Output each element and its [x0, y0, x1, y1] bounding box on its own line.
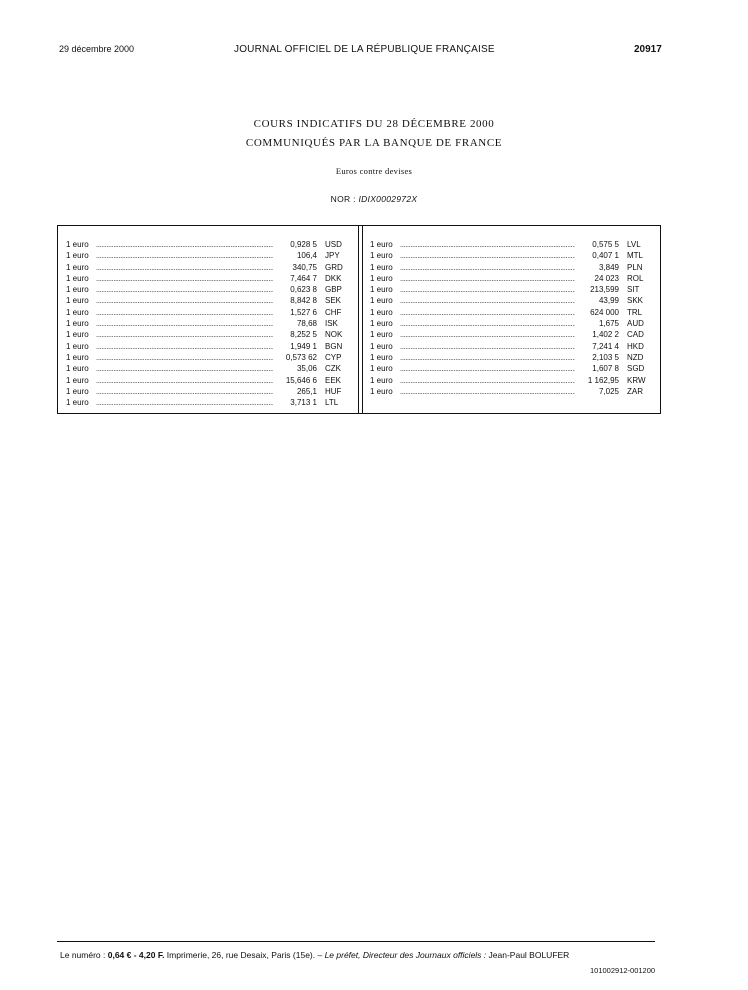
header-date: 29 décembre 2000: [59, 44, 135, 54]
footer-director-title: Le préfet, Directeur des Journaux officiels :: [324, 950, 487, 960]
leader-dots: [400, 262, 575, 273]
rate-label: 1 euro: [66, 352, 89, 362]
leader-dots: [400, 375, 575, 386]
footer-prefix: Le numéro :: [60, 950, 108, 960]
rate-value: 1,675: [598, 319, 619, 329]
rate-row: [370, 239, 655, 250]
rate-value: 624 000: [590, 307, 619, 317]
leader-dots: [96, 397, 273, 408]
rate-value: 43,99: [598, 296, 619, 306]
currency-code: CYP: [325, 352, 342, 362]
rate-row: [66, 273, 353, 284]
currency-code: CZK: [325, 364, 341, 374]
rate-label: 1 euro: [370, 319, 393, 329]
rate-value: 8,252 5: [290, 330, 317, 340]
rate-value: 8,842 8: [290, 296, 317, 306]
rate-value: 265,1: [296, 386, 317, 396]
rate-label: 1 euro: [66, 398, 89, 408]
rate-value: 3,849: [598, 262, 619, 272]
rate-label: 1 euro: [370, 375, 393, 385]
rate-label: 1 euro: [370, 251, 393, 261]
rate-value: 1 162,95: [587, 375, 619, 385]
document-subtitle: Euros contre devises: [335, 166, 413, 176]
rate-value: 7,241 4: [592, 341, 619, 351]
header-page-number: 20917: [634, 44, 662, 55]
rate-label: 1 euro: [370, 262, 393, 272]
rate-label: 1 euro: [370, 273, 393, 283]
rate-label: 1 euro: [66, 273, 89, 283]
rate-label: 1 euro: [370, 296, 393, 306]
rate-label: 1 euro: [66, 262, 89, 272]
rate-value: 340,75: [292, 262, 317, 272]
rate-row: [66, 375, 353, 386]
rate-row: [370, 329, 655, 340]
rate-label: 1 euro: [66, 240, 89, 249]
rate-row: [66, 262, 353, 273]
currency-code: GRD: [325, 262, 343, 272]
rate-value: 0,407 1: [592, 251, 619, 261]
rate-value: 0,623 8: [290, 285, 317, 295]
rate-label: 1 euro: [370, 285, 393, 295]
rate-row: [370, 262, 655, 273]
currency-code: DKK: [325, 273, 342, 283]
currency-code: EEK: [325, 375, 342, 385]
currency-code: AUD: [627, 319, 644, 329]
rate-value: 213,599: [590, 285, 619, 295]
rate-value: 15,646 6: [285, 375, 317, 385]
rate-value: 1,607 8: [592, 364, 619, 374]
rate-row: [66, 363, 353, 374]
rates-column-left: [66, 239, 353, 408]
rate-label: 1 euro: [370, 386, 393, 396]
leader-dots: [96, 262, 273, 273]
currency-code: MTL: [627, 251, 643, 261]
rate-label: 1 euro: [370, 341, 393, 351]
currency-code: USD: [325, 240, 342, 249]
rate-label: 1 euro: [66, 296, 89, 306]
footer-imprint: [60, 950, 569, 960]
rate-row: [66, 250, 353, 261]
rate-row: [370, 307, 655, 318]
rate-value: 1,527 6: [290, 307, 317, 317]
header-journal-title: JOURNAL OFFICIEL DE LA RÉPUBLIQUE FRANÇAISE: [234, 44, 495, 55]
leader-dots: [400, 273, 575, 284]
currency-code: TRL: [627, 307, 643, 317]
leader-dots: [400, 239, 575, 250]
currency-code: NZD: [627, 352, 644, 362]
column-divider: [358, 226, 359, 413]
document-title-line-1: COURS INDICATIFS DU 28 DÉCEMBRE 2000: [253, 118, 495, 130]
rate-label: 1 euro: [370, 364, 393, 374]
currency-code: CHF: [325, 307, 342, 317]
leader-dots: [400, 352, 575, 363]
footer-price: 0,64 € - 4,20 F.: [107, 950, 165, 960]
currency-code: SEK: [325, 296, 342, 306]
currency-code: SGD: [627, 364, 645, 374]
currency-code: LTL: [325, 398, 339, 408]
rate-value: 1,402 2: [592, 330, 619, 340]
rate-value: 0,928 5: [290, 240, 317, 249]
currency-code: HKD: [627, 341, 644, 351]
currency-code: SKK: [627, 296, 644, 306]
rate-label: 1 euro: [370, 240, 393, 249]
rate-label: 1 euro: [66, 319, 89, 329]
rate-value: 3,713 1: [290, 398, 317, 408]
rate-value: 1,949 1: [290, 341, 317, 351]
footer-document-code: 101002912-001200: [590, 966, 656, 975]
currency-code: JPY: [325, 251, 340, 261]
leader-dots: [96, 284, 273, 295]
currency-code: ZAR: [627, 386, 643, 396]
rate-row: [370, 352, 655, 363]
rate-label: 1 euro: [370, 330, 393, 340]
currency-code: NOK: [325, 330, 343, 340]
rate-row: [370, 250, 655, 261]
leader-dots: [400, 318, 575, 329]
rate-value: 7,025: [598, 386, 619, 396]
rate-value: 24 023: [594, 273, 619, 283]
rate-row: [66, 284, 353, 295]
currency-code: HUF: [325, 386, 342, 396]
nor-reference: [0, 194, 748, 204]
rate-row: [66, 239, 353, 250]
column-divider: [362, 226, 363, 413]
leader-dots: [96, 386, 273, 397]
rates-column-right: [370, 239, 655, 397]
currency-code: SIT: [627, 285, 640, 295]
leader-dots: [400, 363, 575, 374]
rate-label: 1 euro: [66, 251, 89, 261]
leader-dots: [400, 329, 575, 340]
rate-value: 7,464 7: [290, 273, 317, 283]
leader-dots: [96, 273, 273, 284]
rate-row: [66, 352, 353, 363]
rate-value: 2,103 5: [592, 352, 619, 362]
rate-row: [370, 386, 655, 397]
rate-value: 0,573 62: [285, 352, 317, 362]
rate-row: [66, 307, 353, 318]
currency-code: CAD: [627, 330, 644, 340]
rate-row: [66, 397, 353, 408]
currency-code: PLN: [627, 262, 643, 272]
currency-code: ISK: [325, 319, 338, 329]
leader-dots: [96, 239, 273, 250]
leader-dots: [96, 352, 273, 363]
rate-label: 1 euro: [66, 386, 89, 396]
currency-code: BGN: [325, 341, 343, 351]
leader-dots: [400, 341, 575, 352]
leader-dots: [96, 341, 273, 352]
rate-row: [66, 341, 353, 352]
leader-dots: [96, 250, 273, 261]
rate-label: 1 euro: [66, 285, 89, 295]
rate-row: [370, 318, 655, 329]
leader-dots: [96, 307, 273, 318]
document-title-line-2: COMMUNIQUÉS PAR LA BANQUE DE FRANCE: [245, 137, 503, 149]
footer-rule: [57, 941, 655, 942]
rate-row: [370, 341, 655, 352]
leader-dots: [96, 329, 273, 340]
exchange-rates-table: [57, 225, 661, 414]
rate-label: 1 euro: [66, 364, 89, 374]
rate-row: [370, 363, 655, 374]
rate-label: 1 euro: [66, 375, 89, 385]
rate-value: 78,68: [296, 319, 317, 329]
nor-code: IDIX0002972X: [358, 194, 418, 204]
leader-dots: [96, 295, 273, 306]
leader-dots: [400, 386, 575, 397]
rate-row: [370, 295, 655, 306]
leader-dots: [400, 307, 575, 318]
rate-value: 106,4: [296, 251, 317, 261]
footer-director-name: Jean-Paul BOLUFER: [486, 950, 570, 960]
leader-dots: [96, 318, 273, 329]
rate-row: [66, 386, 353, 397]
rate-label: 1 euro: [66, 341, 89, 351]
footer-imprint-address: Imprimerie, 26, rue Desaix, Paris (15e). –: [164, 950, 325, 960]
rate-value: 35,06: [296, 364, 317, 374]
currency-code: GBP: [325, 285, 342, 295]
leader-dots: [96, 375, 273, 386]
currency-code: KRW: [627, 375, 646, 385]
rate-label: 1 euro: [66, 330, 89, 340]
rate-label: 1 euro: [370, 307, 393, 317]
currency-code: LVL: [627, 240, 641, 249]
rate-row: [370, 284, 655, 295]
rate-label: 1 euro: [370, 352, 393, 362]
leader-dots: [400, 284, 575, 295]
nor-label: NOR :: [330, 194, 356, 204]
rate-label: 1 euro: [66, 307, 89, 317]
currency-code: ROL: [627, 273, 644, 283]
leader-dots: [400, 295, 575, 306]
leader-dots: [96, 363, 273, 374]
rate-row: [370, 273, 655, 284]
rate-value: 0,575 5: [592, 240, 619, 249]
leader-dots: [400, 250, 575, 261]
rate-row: [66, 318, 353, 329]
rate-row: [370, 375, 655, 386]
rate-row: [66, 329, 353, 340]
rate-row: [66, 295, 353, 306]
